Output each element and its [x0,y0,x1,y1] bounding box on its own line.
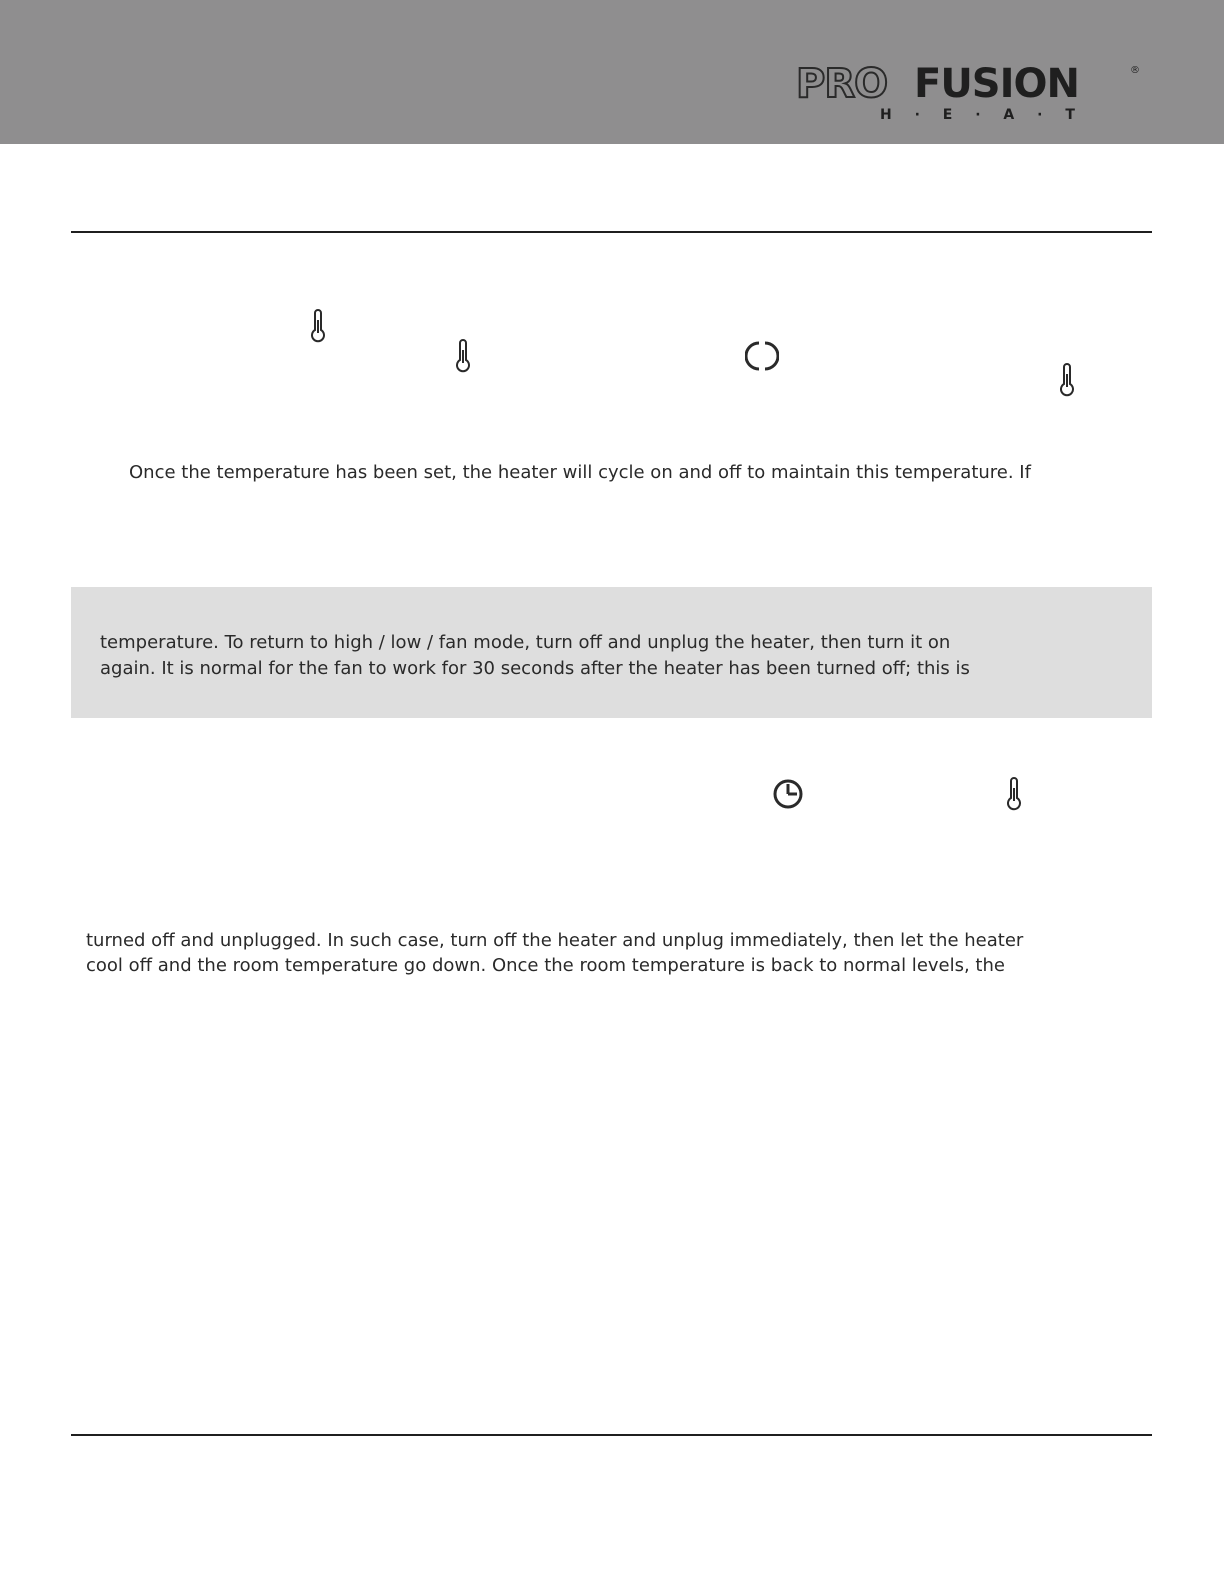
logo-registered-mark: ® [1130,65,1140,76]
thermometer-icon [1051,362,1083,398]
thermometer-icon-svg [302,308,334,344]
timer-icon-svg [771,776,805,812]
top-divider [71,231,1152,233]
thermometer-icon [302,308,334,344]
thermometer-icon-svg [447,338,479,374]
thermometer-icon-svg [1051,362,1083,398]
body-paragraph: Once the temperature has been set, the heater will cycle on and off to maintain this temperature. If [129,462,1031,483]
logo-fusion-text: FUSION [914,61,1079,107]
thermometer-icon [997,776,1031,812]
note-box [71,587,1152,718]
overheat-line-1: turned off and unplugged. In such case, turn off the heater and unplug immediately, then let the heater [86,930,1024,951]
profusion-heat-logo [796,61,1146,124]
header-band [0,0,1224,144]
logo-heat-tagline: H · E · A · T [880,107,1084,123]
bottom-divider [71,1434,1152,1436]
logo-pro-text: PRO [796,61,888,107]
power-icon-svg [745,338,779,374]
timer-icon [771,776,805,812]
thermometer-icon-svg [997,776,1031,812]
note-line-2: again. It is normal for the fan to work for 30 seconds after the heater has been turned off; this is [100,658,970,679]
overheat-line-2: cool off and the room temperature go down. Once the room temperature is back to normal levels, the [86,955,1005,976]
note-line-1: temperature. To return to high / low / fan mode, turn off and unplug the heater, then turn it on [100,632,951,653]
thermometer-icon [447,338,479,374]
power-icon [745,338,779,374]
